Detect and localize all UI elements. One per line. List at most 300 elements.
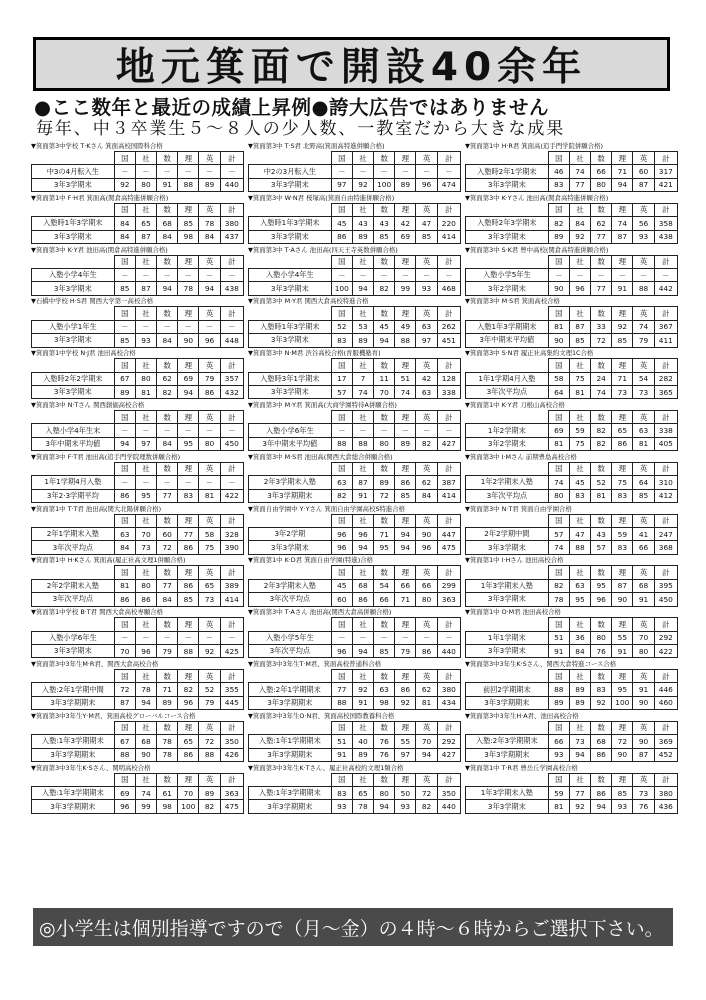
column-header: 数: [157, 307, 178, 320]
score-cell: 43: [591, 527, 612, 540]
score-cell: 92: [352, 683, 373, 696]
table-header-row: [32, 618, 244, 631]
table-row: [32, 696, 244, 709]
score-cell: 47: [416, 217, 437, 230]
score-cell: －: [157, 631, 178, 644]
table-row: [466, 437, 678, 450]
student-caption: ▼箕面第3中 S·K君 豊中高校(関倉高特進併願合格): [465, 245, 609, 254]
score-table: [31, 151, 244, 192]
row-label: 入塾時2年2学期末: [32, 372, 115, 385]
student-caption: ▼箕面第3中3年生K·Sさん、関明高校合格: [31, 763, 151, 772]
score-cell: 425: [220, 644, 243, 657]
score-cell: 80: [135, 579, 156, 592]
score-cell: －: [114, 631, 135, 644]
row-label: 3年3学期期末: [32, 696, 115, 709]
score-cell: －: [220, 476, 243, 489]
column-header: 国: [114, 773, 135, 786]
column-header: 数: [374, 773, 395, 786]
score-cell: 92: [114, 178, 135, 191]
column-header: 計: [220, 307, 243, 320]
score-cell: 74: [352, 385, 373, 398]
column-header: 英: [633, 669, 654, 682]
column-header: 英: [633, 152, 654, 165]
column-header: 社: [135, 669, 156, 682]
column-header: 社: [569, 307, 590, 320]
row-label: 入塾:2年1学期中間: [32, 683, 115, 696]
score-cell: 78: [199, 217, 220, 230]
student-result-card: [465, 608, 678, 660]
student-result-card: [248, 712, 461, 764]
column-header: 計: [220, 721, 243, 734]
score-cell: 94: [178, 385, 199, 398]
score-cell: －: [135, 424, 156, 437]
score-table: [31, 773, 244, 814]
column-header: 計: [437, 462, 460, 475]
row-label: 2年2学期中間: [466, 527, 549, 540]
column-header: 数: [157, 462, 178, 475]
column-header: 理: [612, 669, 633, 682]
table-header-row: [32, 410, 244, 423]
column-header: 理: [395, 618, 416, 631]
score-cell: 94: [612, 178, 633, 191]
score-cell: 421: [654, 178, 677, 191]
score-cell: 84: [114, 217, 135, 230]
column-header: 英: [633, 203, 654, 216]
column-header: 数: [591, 514, 612, 527]
column-header: 理: [178, 618, 199, 631]
score-cell: 63: [114, 527, 135, 540]
score-cell: 98: [374, 696, 395, 709]
score-cell: －: [569, 268, 590, 281]
header-blank-cell: [466, 410, 549, 423]
score-cell: 60: [331, 593, 352, 606]
column-header: 国: [114, 255, 135, 268]
score-cell: 78: [157, 748, 178, 761]
score-cell: －: [374, 165, 395, 178]
column-header: 計: [437, 618, 460, 631]
score-cell: 7: [352, 372, 373, 385]
table-row: [249, 385, 461, 398]
column-header: 理: [612, 514, 633, 527]
table-row: [249, 644, 461, 657]
column-header: 理: [178, 203, 199, 216]
score-cell: 85: [178, 593, 199, 606]
score-cell: 78: [135, 683, 156, 696]
column-header: 社: [135, 514, 156, 527]
student-result-card: [31, 505, 244, 557]
row-label: 入塾:1年3学期期末: [32, 735, 115, 748]
score-cell: －: [395, 424, 416, 437]
column-header: 計: [437, 721, 460, 734]
student-caption: ▼箕面第3中 T·S君 北野高(箕面高特進併願合格): [248, 142, 385, 150]
column-header: 国: [114, 462, 135, 475]
score-cell: 63: [331, 476, 352, 489]
score-cell: 88: [331, 437, 352, 450]
score-cell: －: [135, 165, 156, 178]
column-header: 計: [220, 152, 243, 165]
score-cell: 43: [374, 217, 395, 230]
score-cell: 84: [157, 593, 178, 606]
score-cell: 57: [331, 385, 352, 398]
score-cell: 75: [612, 476, 633, 489]
table-header-row: [32, 359, 244, 372]
table-header-row: [32, 669, 244, 682]
score-cell: 58: [548, 372, 569, 385]
column-header: 計: [220, 203, 243, 216]
table-row: [249, 437, 461, 450]
row-label: 3年2学期: [249, 527, 332, 540]
score-cell: 84: [114, 230, 135, 243]
student-caption: ▼箕面第3中3年生T·M君、箕面高校普通科合格: [248, 659, 382, 668]
table-row: [466, 165, 678, 178]
score-cell: 97: [135, 437, 156, 450]
row-label: 3年3学期期末: [249, 800, 332, 813]
student-caption: ▼箕面第3中学校 T·Kさん 箕面高校国際科合格: [31, 142, 163, 150]
header-blank-cell: [249, 203, 332, 216]
score-cell: 94: [135, 696, 156, 709]
score-cell: －: [331, 165, 352, 178]
column-header: 計: [437, 566, 460, 579]
row-label: 3年2·3学期平均: [32, 489, 115, 502]
score-cell: 89: [548, 696, 569, 709]
row-label: 1年1学期4月入塾: [466, 372, 549, 385]
score-cell: 75: [569, 437, 590, 450]
score-cell: 59: [612, 527, 633, 540]
footer-note: [33, 908, 673, 946]
score-cell: －: [374, 631, 395, 644]
column-header: 社: [569, 462, 590, 475]
table-header-row: [466, 410, 678, 423]
score-cell: 87: [569, 320, 590, 333]
score-cell: 49: [395, 320, 416, 333]
score-cell: 40: [352, 735, 373, 748]
table-row: [466, 683, 678, 696]
score-cell: 87: [633, 178, 654, 191]
score-cell: －: [416, 631, 437, 644]
score-cell: 92: [612, 320, 633, 333]
student-caption: ▼箕面第3中3年生H·A君、池田高校合格: [465, 711, 579, 720]
column-header: 理: [612, 307, 633, 320]
student-result-card: [31, 608, 244, 660]
header-blank-cell: [32, 773, 115, 786]
score-cell: －: [331, 631, 352, 644]
column-header: 国: [331, 514, 352, 527]
score-cell: 85: [114, 334, 135, 347]
header-blank-cell: [249, 566, 332, 579]
score-cell: 82: [591, 424, 612, 437]
score-cell: 73: [612, 385, 633, 398]
score-cell: 68: [591, 735, 612, 748]
score-cell: 89: [199, 178, 220, 191]
column-header: 国: [114, 721, 135, 734]
score-cell: 89: [395, 437, 416, 450]
score-cell: 358: [654, 217, 677, 230]
score-table: [465, 669, 678, 710]
score-cell: －: [352, 165, 373, 178]
column-header: 国: [548, 359, 569, 372]
score-cell: 445: [220, 696, 243, 709]
student-result-card: [248, 556, 461, 608]
table-header-row: [249, 359, 461, 372]
student-caption: ▼箕面第3中 K·Y君 池田高(関倉高特進併願合格): [31, 245, 168, 254]
score-cell: 299: [437, 579, 460, 592]
score-cell: 310: [654, 476, 677, 489]
score-cell: 84: [569, 644, 590, 657]
header-blank-cell: [466, 255, 549, 268]
score-cell: －: [437, 268, 460, 281]
score-cell: 76: [591, 644, 612, 657]
score-cell: 85: [178, 217, 199, 230]
score-cell: 82: [374, 282, 395, 295]
score-cell: 45: [331, 579, 352, 592]
header-blank-cell: [32, 721, 115, 734]
column-header: 数: [374, 462, 395, 475]
score-cell: 87: [612, 230, 633, 243]
score-cell: 422: [220, 489, 243, 502]
row-label: 2年1学期末入塾: [32, 527, 115, 540]
score-cell: 91: [331, 748, 352, 761]
column-header: 国: [548, 618, 569, 631]
score-cell: 80: [374, 786, 395, 799]
score-cell: －: [220, 424, 243, 437]
column-header: 数: [374, 721, 395, 734]
score-cell: 93: [633, 230, 654, 243]
table-row: [466, 320, 678, 333]
score-cell: 92: [199, 644, 220, 657]
score-cell: 380: [220, 217, 243, 230]
score-cell: 128: [437, 372, 460, 385]
score-cell: 66: [374, 593, 395, 606]
table-row: [466, 385, 678, 398]
column-header: 英: [199, 152, 220, 165]
student-result-card: [31, 712, 244, 764]
column-header: 英: [633, 773, 654, 786]
score-cell: 57: [591, 541, 612, 554]
score-cell: 86: [178, 541, 199, 554]
score-cell: 96: [135, 644, 156, 657]
score-cell: －: [199, 631, 220, 644]
table-header-row: [249, 669, 461, 682]
score-table: [465, 151, 678, 192]
table-header-row: [32, 566, 244, 579]
score-cell: 91: [157, 178, 178, 191]
header-blank-cell: [32, 152, 115, 165]
score-cell: 100: [178, 800, 199, 813]
row-label: 3年3学期末: [466, 800, 549, 813]
table-row: [32, 748, 244, 761]
table-row: [249, 593, 461, 606]
score-cell: －: [416, 424, 437, 437]
column-header: 英: [633, 514, 654, 527]
score-cell: 81: [199, 489, 220, 502]
score-table: [31, 617, 244, 658]
score-cell: 81: [548, 437, 569, 450]
score-cell: 317: [654, 165, 677, 178]
row-label: 入塾時2年1学期末: [466, 165, 549, 178]
row-label: 入塾:2年3学期期末: [466, 735, 549, 748]
score-cell: 387: [437, 476, 460, 489]
column-header: 理: [395, 307, 416, 320]
column-header: 数: [157, 152, 178, 165]
score-cell: －: [437, 424, 460, 437]
column-header: 国: [548, 669, 569, 682]
score-cell: 55: [395, 735, 416, 748]
row-label: 中2の3月転入生: [249, 165, 332, 178]
column-header: 社: [569, 410, 590, 423]
score-cell: －: [199, 424, 220, 437]
score-cell: 89: [569, 696, 590, 709]
column-header: 数: [157, 514, 178, 527]
column-header: 国: [548, 152, 569, 165]
column-header: 国: [114, 152, 135, 165]
score-cell: 50: [395, 786, 416, 799]
score-cell: 86: [178, 579, 199, 592]
header-blank-cell: [466, 618, 549, 631]
score-cell: 91: [612, 644, 633, 657]
column-header: 英: [416, 410, 437, 423]
score-cell: 94: [352, 282, 373, 295]
score-cell: 80: [416, 593, 437, 606]
score-cell: 85: [374, 644, 395, 657]
score-cell: 79: [199, 372, 220, 385]
column-header: 英: [199, 359, 220, 372]
column-header: 理: [612, 462, 633, 475]
score-cell: 100: [331, 282, 352, 295]
score-cell: 438: [220, 282, 243, 295]
score-cell: 434: [437, 696, 460, 709]
score-cell: 89: [395, 178, 416, 191]
score-cell: －: [114, 268, 135, 281]
column-header: 理: [395, 152, 416, 165]
score-cell: 78: [157, 735, 178, 748]
student-caption: ▼箕面第3中 M·Y君 箕面高(大商学園特待A併願合格): [248, 400, 397, 409]
student-result-card: [31, 349, 244, 401]
column-header: 計: [654, 307, 677, 320]
score-cell: 77: [569, 178, 590, 191]
table-header-row: [249, 203, 461, 216]
score-cell: 70: [178, 786, 199, 799]
row-label: 3年次平均点: [249, 644, 332, 657]
score-cell: 71: [612, 165, 633, 178]
column-header: 理: [612, 203, 633, 216]
score-cell: 475: [437, 541, 460, 554]
score-cell: 65: [612, 424, 633, 437]
row-label: 入塾小学5年生: [249, 631, 332, 644]
score-cell: 80: [548, 489, 569, 502]
score-cell: 85: [374, 230, 395, 243]
student-caption: ▼箕面第1中 K·D君 箕面自由学園(特進)合格: [248, 556, 374, 565]
row-label: 3年3学期期末: [32, 800, 115, 813]
row-label: 入塾時1年3学期末: [249, 217, 332, 230]
score-cell: 76: [374, 735, 395, 748]
student-caption: ▼箕面第1中 I·Hさん 池田高校合格: [465, 556, 564, 565]
student-result-card: [465, 660, 678, 712]
score-cell: 262: [437, 320, 460, 333]
score-table: [465, 721, 678, 762]
table-header-row: [466, 462, 678, 475]
score-cell: 82: [199, 800, 220, 813]
column-header: 理: [178, 669, 199, 682]
score-table: [248, 565, 461, 606]
score-cell: 85: [114, 282, 135, 295]
table-row: [249, 230, 461, 243]
score-table: [248, 151, 461, 192]
table-header-row: [249, 255, 461, 268]
table-header-row: [466, 721, 678, 734]
score-cell: 90: [178, 334, 199, 347]
score-cell: 96: [331, 527, 352, 540]
score-table: [465, 462, 678, 503]
score-cell: 69: [395, 230, 416, 243]
row-label: 3年3学期末: [32, 334, 115, 347]
row-label: 3年3学期末: [249, 541, 332, 554]
header-blank-cell: [466, 203, 549, 216]
score-cell: 65: [135, 217, 156, 230]
score-cell: 66: [633, 541, 654, 554]
score-cell: 84: [157, 334, 178, 347]
column-header: 社: [569, 152, 590, 165]
column-header: 英: [199, 773, 220, 786]
student-result-card: [248, 660, 461, 712]
column-header: 社: [135, 566, 156, 579]
score-cell: 79: [199, 696, 220, 709]
score-cell: 90: [548, 282, 569, 295]
score-cell: 42: [416, 372, 437, 385]
table-header-row: [249, 410, 461, 423]
column-header: 英: [416, 773, 437, 786]
header-blank-cell: [32, 359, 115, 372]
row-label: 3年次平均点: [32, 541, 115, 554]
row-label: 3年3学期末: [32, 178, 115, 191]
column-header: 数: [591, 618, 612, 631]
student-result-card: [465, 349, 678, 401]
score-cell: 67: [114, 735, 135, 748]
score-cell: －: [220, 268, 243, 281]
score-table: [31, 358, 244, 399]
column-header: 英: [416, 307, 437, 320]
student-result-card: [465, 764, 678, 816]
table-header-row: [466, 255, 678, 268]
score-cell: 68: [352, 579, 373, 592]
score-cell: 99: [135, 800, 156, 813]
student-result-card: [248, 246, 461, 298]
column-header: 理: [178, 721, 199, 734]
score-cell: 78: [352, 800, 373, 813]
score-cell: 93: [612, 800, 633, 813]
table-header-row: [249, 462, 461, 475]
row-label: 入塾小学6年生: [249, 424, 332, 437]
column-header: 国: [548, 203, 569, 216]
table-row: [32, 424, 244, 437]
score-cell: 76: [374, 748, 395, 761]
score-table: [31, 255, 244, 296]
score-cell: 448: [220, 334, 243, 347]
column-header: 社: [135, 773, 156, 786]
score-cell: 350: [437, 786, 460, 799]
score-cell: 95: [569, 593, 590, 606]
score-cell: 468: [437, 282, 460, 295]
column-header: 社: [569, 773, 590, 786]
score-cell: 66: [395, 579, 416, 592]
column-header: 国: [331, 773, 352, 786]
student-caption: ▼箕面第3中 T·Aさん 池田高(関西大倉高併願合格): [248, 608, 392, 617]
column-header: 英: [633, 721, 654, 734]
column-header: 計: [220, 618, 243, 631]
column-header: 社: [352, 514, 373, 527]
row-label: 3年3学期末: [466, 541, 549, 554]
score-cell: 95: [178, 437, 199, 450]
column-header: 社: [569, 255, 590, 268]
